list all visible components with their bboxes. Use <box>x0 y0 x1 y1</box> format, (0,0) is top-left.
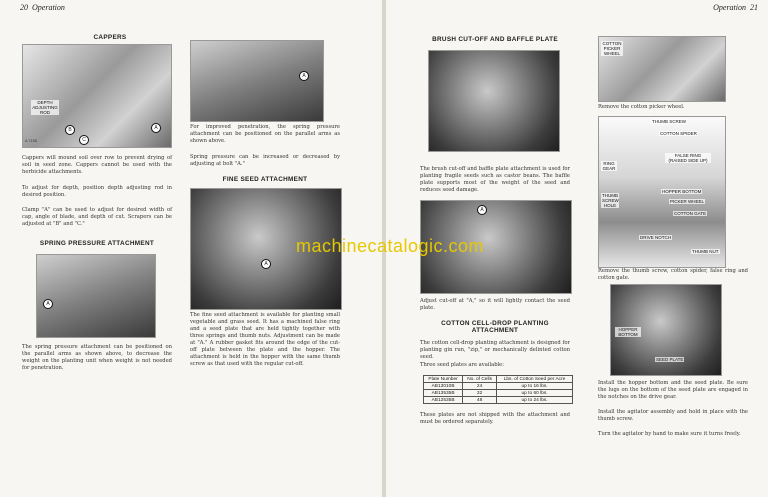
capper-marker-b: B <box>65 125 75 135</box>
watermark: machinecatalogic.com <box>295 236 485 256</box>
spider-label-false-ring: FALSE RING (RAISED SIDE UP) <box>665 153 711 163</box>
spider-label-thumb-screw: THUMB SCREW <box>652 119 686 124</box>
spider-label-picker-wheel: PICKER WHEEL <box>670 199 705 204</box>
table-row <box>424 397 573 404</box>
table-header-cell: No. of Cells <box>463 376 497 383</box>
spring-photo-1 <box>36 254 156 338</box>
left-page-number: 20 Operation <box>20 3 65 12</box>
hopper-para-1: Install the hopper bottom and the seed plate. Be sure the lugs on the bottom of the seed plate are engaged in the notches on the drive gear. <box>598 380 748 400</box>
cotton-heading: COTTON CELL-DROP PLANTING ATTACHMENT <box>441 320 549 334</box>
cappers-para-1: Cappers will mound soil over row to prevent drying of soil in seed zone. Cappers cannot be used with the herbicide attachments. <box>22 155 172 175</box>
table-row <box>424 383 573 390</box>
table-header-row <box>424 376 573 383</box>
table-cell: 48 <box>463 397 497 404</box>
picker-wheel-label: COTTON PICKER WHEEL <box>602 41 622 56</box>
cappers-fig-number: A 7155 <box>25 139 37 143</box>
table-cell: AB13535B <box>424 390 463 397</box>
spring-photo-2 <box>190 40 324 122</box>
spring-para-3: Spring pressure can be increased or decreased by adjusting at bolt "A." <box>190 154 340 167</box>
hopper-para-3: Turn the agitator by hand to make sure it turns freely. <box>598 431 741 437</box>
spider-photo <box>598 116 726 268</box>
cappers-para-2: To adjust for depth, position depth adjusting rod in desired position. <box>22 185 172 198</box>
table-cell: up to 60 lbs. <box>497 390 573 397</box>
capper-marker-a: A <box>151 123 161 133</box>
capper-marker-c: C <box>79 135 89 145</box>
picker-caption: Remove the cotton picker wheel. <box>598 104 685 110</box>
brush-marker-a: A <box>477 205 487 215</box>
fine-seed-marker-a: A <box>261 259 271 269</box>
table-header-cell: Plate Number <box>424 376 463 383</box>
spider-label-cotton-spider: COTTON SPIDER <box>660 131 697 136</box>
seed-plates-table <box>423 375 573 404</box>
spring-para-1: The spring pressure attachment can be positioned on the parallel arms as shown above, to decrease the weight on the planting unit when weight is not needed for penetration. <box>22 344 172 371</box>
table-cell: AB12535B <box>424 397 463 404</box>
spring-marker-a-1: A <box>43 299 53 309</box>
cotton-para-1: The cotton cell-drop planting attachment is designed for planting gin run, "zip," or mechanically delinted cotton seed. <box>420 340 570 360</box>
cappers-photo <box>22 44 172 148</box>
table-cell: AB13010B <box>424 383 463 390</box>
spider-label-drive-notch: DRIVE NOTCH <box>640 235 672 240</box>
spring-heading: SPRING PRESSURE ATTACHMENT <box>39 240 155 247</box>
cotton-para-2: Three seed plates are available: <box>420 362 504 368</box>
spring-para-2: For improved penetration, the spring pressure attachment can be positioned on the parallel arms as shown above. <box>190 124 340 144</box>
spider-label-hopper-bottom: HOPPER BOTTOM <box>662 189 702 194</box>
table-cell: 24 <box>463 383 497 390</box>
right-page-number: Operation 21 <box>713 3 758 12</box>
depth-rod-label: DEPTH ADJUSTING ROD <box>32 100 58 115</box>
hopper-photo <box>610 284 722 376</box>
spider-label-thumb-screw-hole: THUMB SCREW HOLE <box>602 193 619 208</box>
spider-label-ring-gear: RING GEAR <box>602 161 616 171</box>
spider-label-cotton-gate: COTTON GATE <box>674 211 707 216</box>
spring-marker-a-2: A <box>299 71 309 81</box>
hopper-bottom-label: HOPPER BOTTOM <box>615 327 641 337</box>
cappers-para-3: Clamp "A" can be used to adjust for desired width of cap, angle of blade, and depth of cut. Scrapers can be adjusted at "B" and "C." <box>22 207 172 227</box>
brush-para-2: Adjust cut-off at "A," so it will lightly contact the seed plate. <box>420 298 570 311</box>
spider-label-thumb-nut: THUMB NUT <box>692 249 719 254</box>
table-row <box>424 390 573 397</box>
table-cell: up to 16 lbs. <box>497 383 573 390</box>
cotton-para-3: These plates are not shipped with the attachment and must be ordered separately. <box>420 412 570 425</box>
brush-para-1: The brush cut-off and baffle plate attachment is used for planting fragile seeds such as castor beans. The baffle plate supports most of the weight of the seed and reduces seed damage. <box>420 166 570 193</box>
picker-photo <box>598 36 726 102</box>
fine-seed-para-1: The fine seed attachment is available for planting small vegetable and grass seed. It has a machined false ring and a seed plate that are held tightly together with three springs and thumb nuts. Adjustment can be made at "A." A rubber gasket fits around the edge of the cut-off plate between the plate and the hopper. The attachment is held in the hopper with the same thumb screw as that used with the regular cut-off. <box>190 312 340 367</box>
hopper-para-2: Install the agitator assembly and hold in place with the thumb screw. <box>598 409 748 422</box>
fine-seed-heading: FINE SEED ATTACHMENT <box>222 176 308 183</box>
table-header-cell: Lbs. of Cotton Seed per Acre <box>497 376 573 383</box>
brush-heading: BRUSH CUT-OFF AND BAFFLE PLATE <box>432 36 558 43</box>
spider-caption: Remove the thumb screw, cotton spider, false ring and cotton gate. <box>598 268 748 281</box>
brush-photo-1 <box>428 50 560 152</box>
table-cell: up to 24 lbs. <box>497 397 573 404</box>
cappers-heading: CAPPERS <box>93 34 127 41</box>
table-cell: 32 <box>463 390 497 397</box>
seed-plate-label: SEED PLATE <box>656 357 684 362</box>
